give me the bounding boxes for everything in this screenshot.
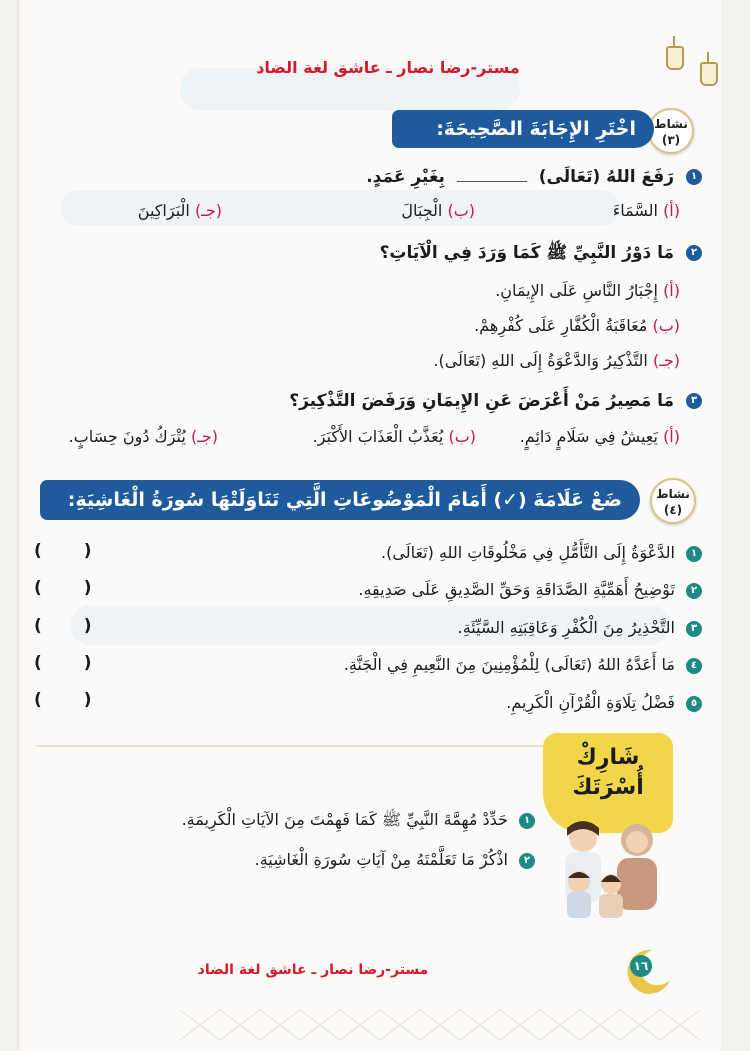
item-number: ٣: [686, 621, 702, 637]
option: [520, 427, 680, 446]
option-letter: (أ): [663, 281, 680, 300]
checklist-item: [358, 580, 702, 599]
option-letter: (أ): [663, 427, 680, 446]
option-letter: (جـ): [190, 427, 218, 446]
question-text: مَا مَصِيرُ مَنْ أَعْرَضَ عَنِ الإِيمَانِ وَرَفَضَ التَّذْكِيرَ؟: [289, 391, 675, 411]
option-text: السَّمَاءَ: [612, 201, 658, 220]
option-letter: (ب): [652, 316, 680, 335]
check-box[interactable]: ( ): [34, 653, 110, 673]
option-letter: (أ): [663, 201, 680, 220]
header-credit: مستر-رضا نصار ـ عاشق لغة الضاد: [256, 58, 520, 77]
option: [474, 316, 680, 335]
activity-tag: [650, 478, 696, 524]
item-number: ٥: [686, 696, 702, 712]
item-text: حَدِّدْ مُهِمَّةَ النَّبِيِّ ﷺ كَمَا فَهِمْتَ مِنَ الآيَاتِ الْكَرِيمَةِ.: [181, 810, 508, 829]
item-number: ١: [686, 546, 702, 562]
option-text: الْبَرَاكِينَ: [137, 201, 190, 220]
activity-tag-label: نشاط: [656, 487, 690, 501]
option-letter: (ب): [447, 201, 475, 220]
check-box[interactable]: ( ): [34, 541, 110, 561]
item-number: ١: [519, 813, 535, 829]
check-box[interactable]: ( ): [34, 690, 110, 710]
option-text: يَعِيشُ فِي سَلَامٍ دَائِمٍ.: [519, 427, 658, 446]
option: [495, 281, 680, 300]
option: [313, 427, 476, 446]
question-2: [380, 242, 702, 267]
footer-credit: مستر-رضا نصار ـ عاشق لغة الضاد: [197, 962, 429, 978]
item-text: مَا أَعَدَّهُ اللهُ (تَعَالَى) لِلْمُؤْمِنِينَ مِنَ النَّعِيمِ فِي الْجَنَّةِ.: [343, 655, 675, 674]
item-text: الدَّعْوَةُ إِلَى التَّأَمُّلِ فِي مَخْلُوقَاتِ اللهِ (تَعَالَى).: [381, 543, 675, 562]
option-text: التَّذْكِيرُ وَالدَّعْوَةُ إِلَى اللهِ (تَعَالَى).: [433, 351, 648, 370]
option-text: مُعَاقَبَةُ الْكُفَّارِ عَلَى كُفْرِهِمْ.: [474, 316, 648, 335]
checklist-item: [344, 655, 702, 674]
item-number: ٢: [686, 583, 702, 599]
option-text: يُعَذَّبُ الْعَذَابَ الأَكْبَرَ.: [312, 427, 444, 446]
item-number: ٤: [686, 658, 702, 674]
checklist-item: [458, 618, 702, 637]
option-letter: (جـ): [652, 351, 680, 370]
question-text-end: بِغَيْرِ عَمَدٍ.: [366, 167, 445, 187]
option-text: الْجِبَالَ: [401, 201, 443, 220]
badge-line-1: شَارِكْ: [576, 745, 640, 770]
activity-tag: [648, 108, 694, 154]
badge-line-2: أُسْرَتَكَ: [572, 775, 644, 800]
page-number: ١٦: [630, 955, 652, 977]
question-number: ١: [686, 169, 702, 185]
activity-tag-number: (٤): [663, 503, 683, 517]
option-text: يُتْرَكُ دُونَ حِسَابٍ.: [68, 427, 186, 446]
item-text: التَّحْذِيرُ مِنَ الْكُفْرِ وَعَاقِبَتِهِ السَّيِّئَةِ.: [457, 618, 675, 637]
answer-blank: [457, 181, 527, 182]
item-text: فَضْلُ تِلَاوَةِ الْقُرْآنِ الْكَرِيمِ.: [506, 693, 675, 712]
option: [433, 351, 680, 370]
lantern-icon: [666, 36, 682, 70]
option-letter: (ب): [448, 427, 476, 446]
share-item: [182, 810, 535, 833]
question-text: مَا دَوْرُ النَّبِيِّ ﷺ كَمَا وَرَدَ فِي الْآيَاتِ؟: [379, 243, 675, 263]
question-number: ٢: [686, 245, 702, 261]
family-illustration: [545, 810, 673, 920]
lantern-icon: [700, 52, 716, 86]
question-1: [366, 167, 702, 187]
item-number: ٢: [519, 853, 535, 869]
option-letter: (جـ): [194, 201, 222, 220]
activity-title: ضَعْ عَلَامَةَ (✓) أَمَامَ الْمَوْضُوعَاتِ الَّتِي تَنَاوَلَتْهَا سُورَةُ الْغَاشِيَةِ:: [40, 480, 640, 520]
option-text: إِجْبَارُ النَّاسِ عَلَى الإِيمَانِ.: [495, 281, 658, 300]
checklist-item: [506, 693, 702, 712]
check-box[interactable]: ( ): [34, 616, 110, 636]
item-text: تَوْضِيحُ أَهَمِّيَّةِ الصَّدَاقَةِ وَحَقِّ الصَّدِيقِ عَلَى صَدِيقِهِ.: [358, 580, 675, 599]
question-text: رَفَعَ اللهُ (تَعَالَى): [538, 167, 675, 187]
item-text: اذْكُرْ مَا تَعَلَّمْتَهُ مِنْ آيَاتِ سُورَةِ الْغَاشِيَةِ.: [254, 850, 508, 869]
option: [401, 201, 475, 220]
geometric-ornament: [180, 1000, 700, 1051]
question-3: [289, 391, 702, 411]
activity-title: اخْتَرِ الإِجَابَةَ الصَّحِيحَةَ:: [392, 110, 654, 148]
question-number: ٣: [686, 393, 702, 409]
activity-tag-number: (٣): [661, 133, 681, 147]
option: [138, 201, 222, 220]
option: [69, 427, 218, 446]
checklist-item: [381, 543, 702, 562]
activity-tag-label: نشاط: [654, 117, 688, 131]
option: [613, 201, 680, 220]
check-box[interactable]: ( ): [34, 578, 110, 598]
share-item: [255, 850, 535, 869]
section-divider: [36, 745, 556, 747]
